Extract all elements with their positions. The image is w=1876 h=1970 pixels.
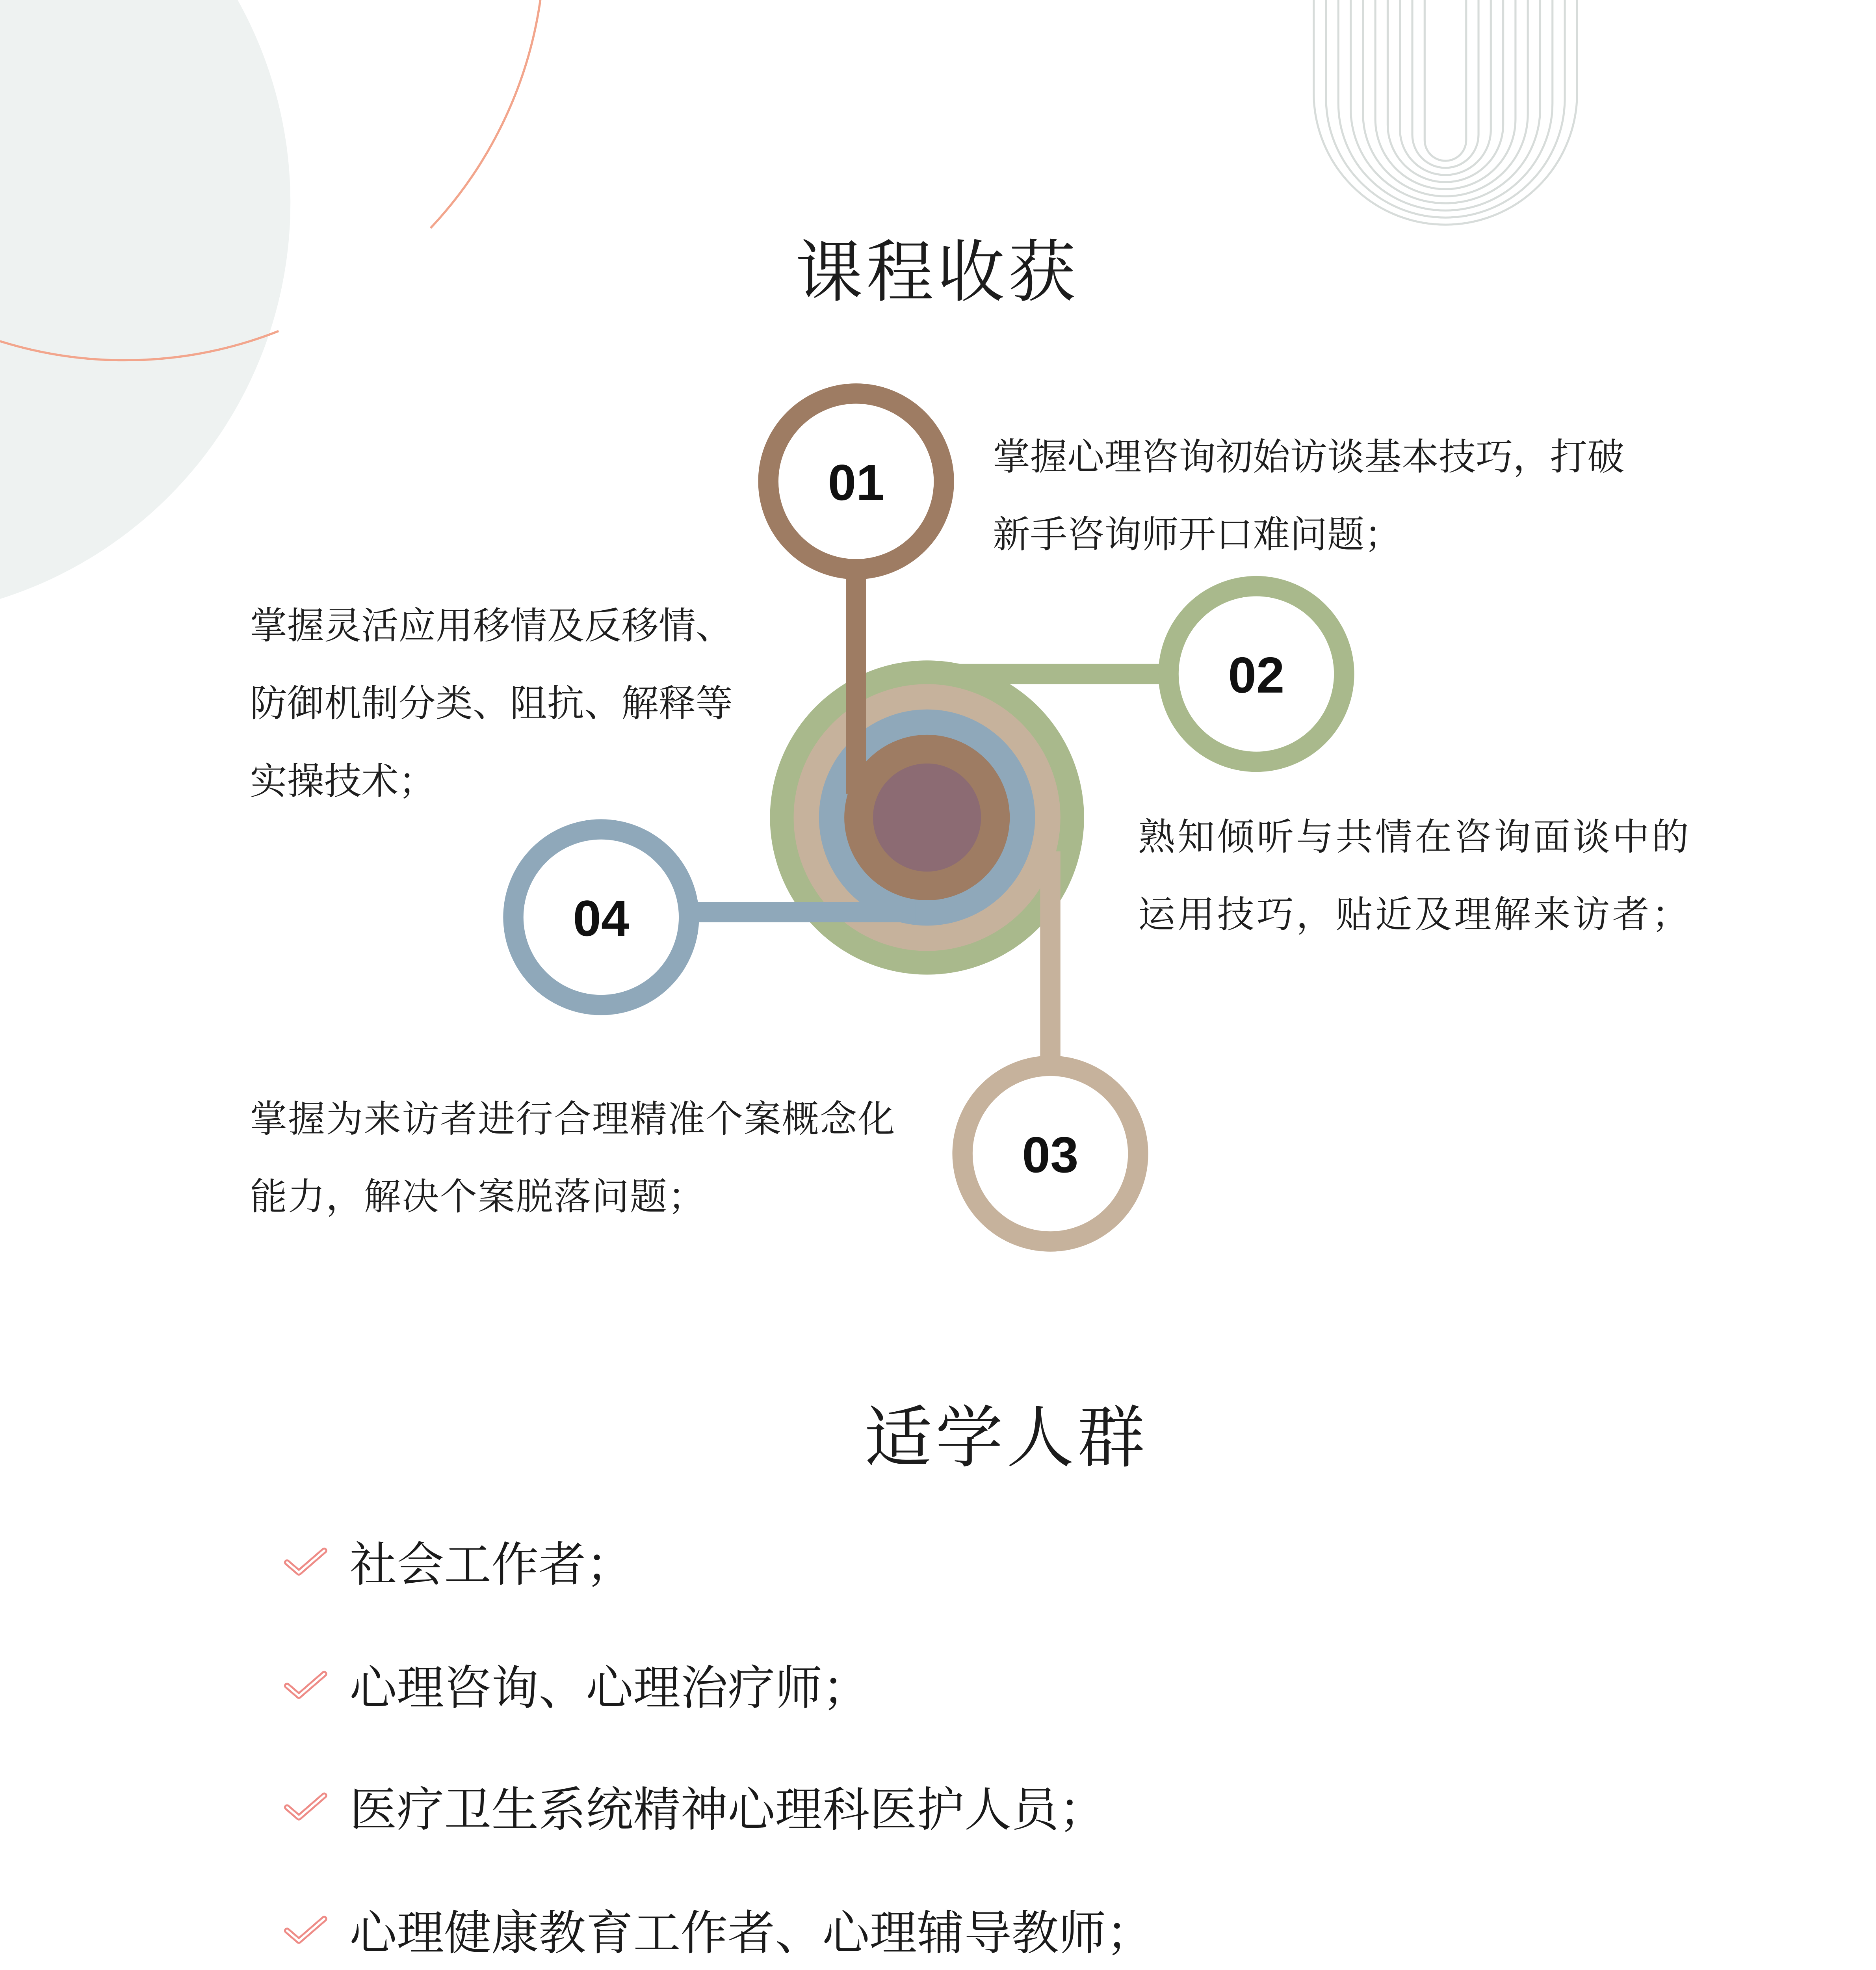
step-node-01	[768, 394, 944, 569]
step-02-description	[1138, 801, 1691, 956]
description-line: 实操技术；	[250, 762, 436, 804]
hub-center	[873, 764, 981, 872]
section-title-course-gains: 课程收获	[795, 234, 1079, 313]
list-item	[284, 1746, 1484, 1869]
description-line: 能力，解决个案脱落问题；	[250, 1177, 706, 1220]
check-icon	[284, 1670, 327, 1700]
step-number: 04	[573, 890, 630, 947]
description-line: 运用技巧，贴近及理解来访者；	[1138, 895, 1692, 938]
step-node-02	[1168, 586, 1344, 762]
step-04-description	[250, 589, 733, 823]
step-node-04	[513, 829, 689, 1005]
step-number: 01	[828, 454, 884, 511]
list-item	[284, 1869, 1484, 1970]
description-line: 新手咨询师开口难问题；	[993, 515, 1402, 558]
description-line: 熟知倾听与共情在咨询面谈中的	[1138, 817, 1692, 860]
description-line: 防御机制分类、阻抗、解释等	[250, 684, 733, 727]
check-icon	[284, 1547, 327, 1578]
step-03-description	[250, 1083, 896, 1238]
list-item	[284, 1501, 1484, 1623]
section-title-target-audience: 适学人群	[864, 1400, 1148, 1478]
check-icon	[284, 1915, 327, 1946]
list-item	[284, 1624, 1484, 1746]
description-line: 掌握灵活应用移情及反移情、	[250, 606, 733, 649]
step-01-description	[993, 420, 1624, 576]
list-item-text: 心理咨询、心理治疗师；	[349, 1660, 870, 1715]
list-item-text: 社会工作者；	[349, 1537, 633, 1593]
step-node-03	[962, 1066, 1138, 1241]
audience-list	[284, 1501, 1484, 1970]
list-item-text: 医疗卫生系统精神心理科医护人员；	[349, 1782, 1106, 1838]
check-icon	[284, 1793, 327, 1823]
description-line: 掌握心理咨询初始访谈基本技巧，打破	[993, 437, 1625, 480]
description-line: 掌握为来访者进行合理精准个案概念化	[250, 1099, 896, 1142]
step-number: 02	[1228, 647, 1285, 704]
step-number: 03	[1022, 1127, 1079, 1184]
list-item-text: 心理健康教育工作者、心理辅导教师；	[349, 1905, 1153, 1961]
